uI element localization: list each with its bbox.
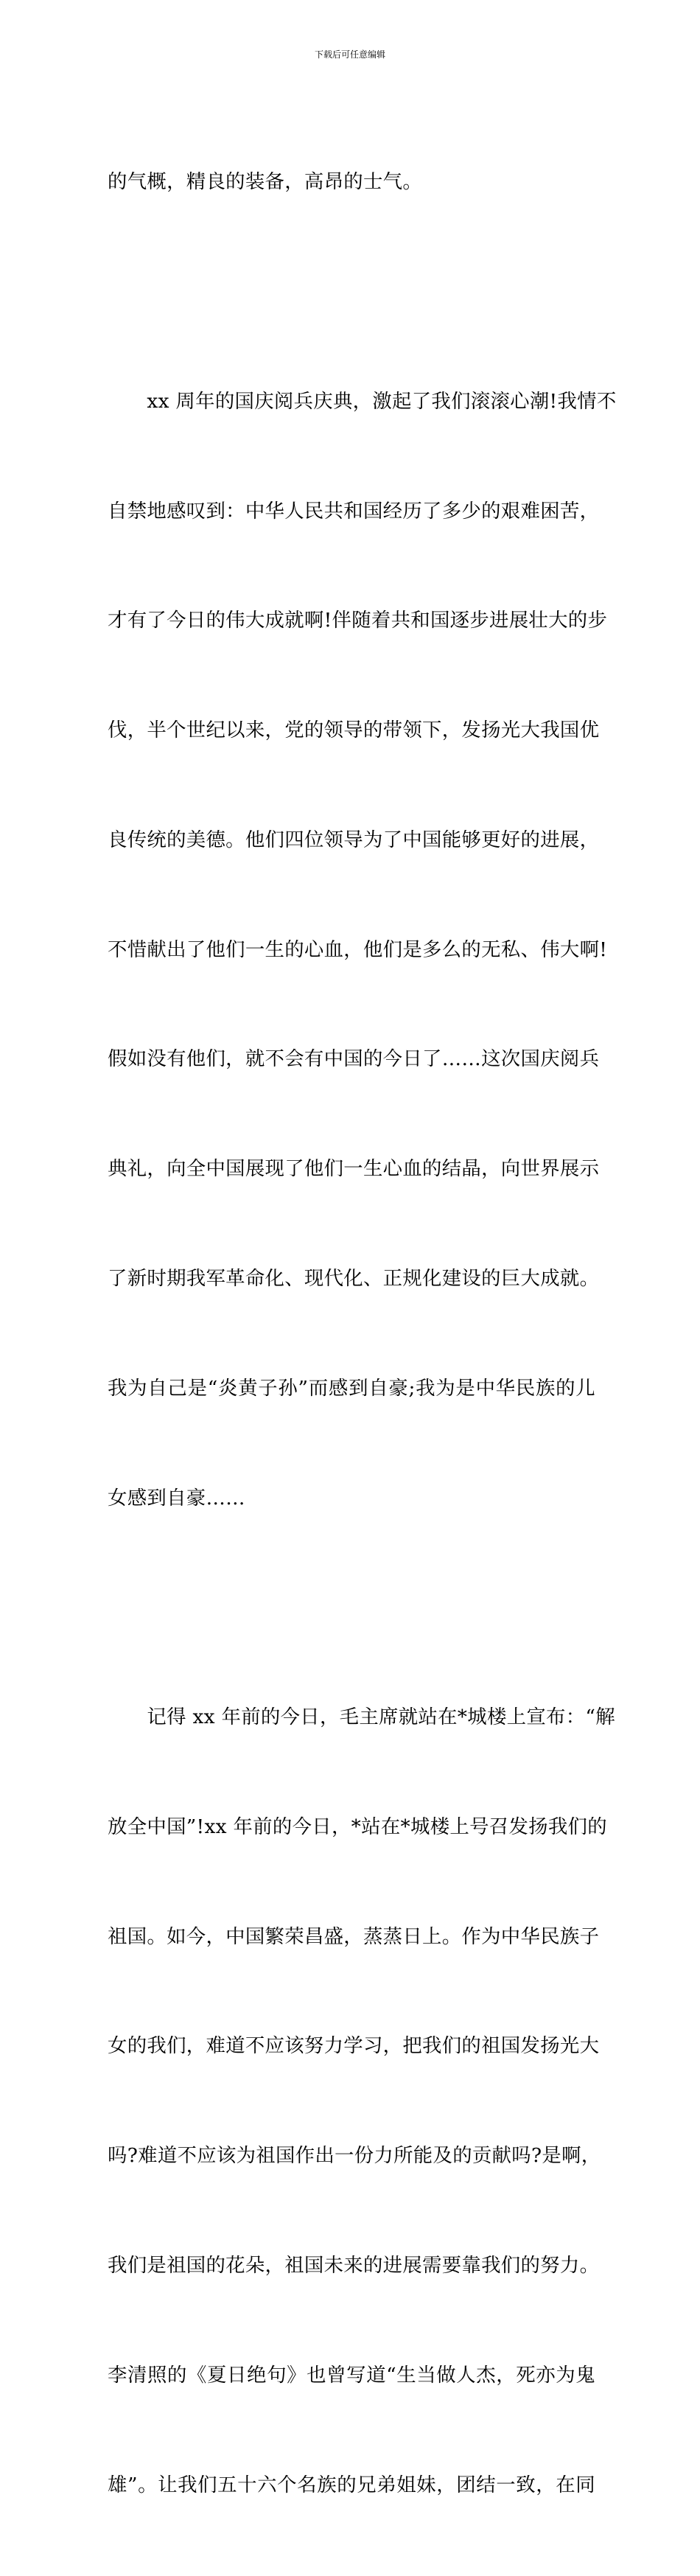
text-line: 伐，半个世纪以来，党的领导的带领下，发扬光大我国优 bbox=[108, 719, 600, 742]
text-line: 放全中国”!xx 年前的今日，*站在*城楼上号召发扬我们的 bbox=[108, 1815, 607, 1838]
text-line: 祖国。如今，中国繁荣昌盛，蒸蒸日上。作为中华民族子 bbox=[108, 1924, 600, 1948]
text-line: 典礼，向全中国展现了他们一生心血的结晶，向世界展示 bbox=[108, 1157, 600, 1181]
text-line: 吗?难道不应该为祖国作出一份力所能及的贡献吗?是啊， bbox=[108, 2144, 601, 2168]
text-line: 的气概，精良的装备，高昂的士气。 bbox=[108, 170, 423, 194]
text-line: 自禁地感叹到：中华人民共和国经历了多少的艰难困苦， bbox=[108, 499, 600, 523]
paragraph-gap bbox=[108, 273, 595, 310]
text-line: 了新时期我军革命化、现代化、正规化建设的巨大成就。 bbox=[108, 1267, 600, 1290]
text-line: 女感到自豪…… bbox=[108, 1486, 245, 1509]
paragraph-1 bbox=[108, 91, 595, 273]
paragraph-3 bbox=[108, 1626, 615, 2576]
text-line: 不惜献出了他们一生的心血，他们是多么的无私、伟大啊! bbox=[108, 938, 608, 961]
text-line: 良传统的美德。他们四位领导为了中国能够更好的进展， bbox=[108, 828, 600, 851]
text-line: 我们是祖国的花朵，祖国未来的进展需要靠我们的努力。 bbox=[108, 2254, 600, 2277]
text-line: 假如没有他们，就不会有中国的今日了……这次国庆阅兵 bbox=[108, 1047, 600, 1071]
text-line: 才有了今日的伟大成就啊!伴随着共和国逐步进展壮大的步 bbox=[108, 609, 608, 632]
text-line: 李清照的《夏日绝句》也曾写道“生当做人杰，死亦为鬼 bbox=[108, 2363, 595, 2387]
text-line: xx 周年的国庆阅兵庆典，激起了我们滚滚心潮!我情不 bbox=[108, 389, 617, 413]
text-line: 女的我们，难道不应该努力学习，把我们的祖国发扬光大 bbox=[108, 2034, 600, 2058]
text-line: 我为自己是“炎黄子孙”而感到自豪;我为是中华民族的儿 bbox=[108, 1376, 595, 1400]
paragraph-gap bbox=[108, 1589, 595, 1626]
text-line: 记得 xx 年前的今日，毛主席就站在*城楼上宣布：“解 bbox=[108, 1706, 615, 1729]
page-header: 下载后可任意编辑 bbox=[314, 49, 385, 60]
paragraph-2 bbox=[108, 310, 617, 1590]
document-body bbox=[108, 91, 617, 2576]
text-line: 雄”。让我们五十六个名族的兄弟姐妹，团结一致，在同 bbox=[108, 2473, 595, 2496]
